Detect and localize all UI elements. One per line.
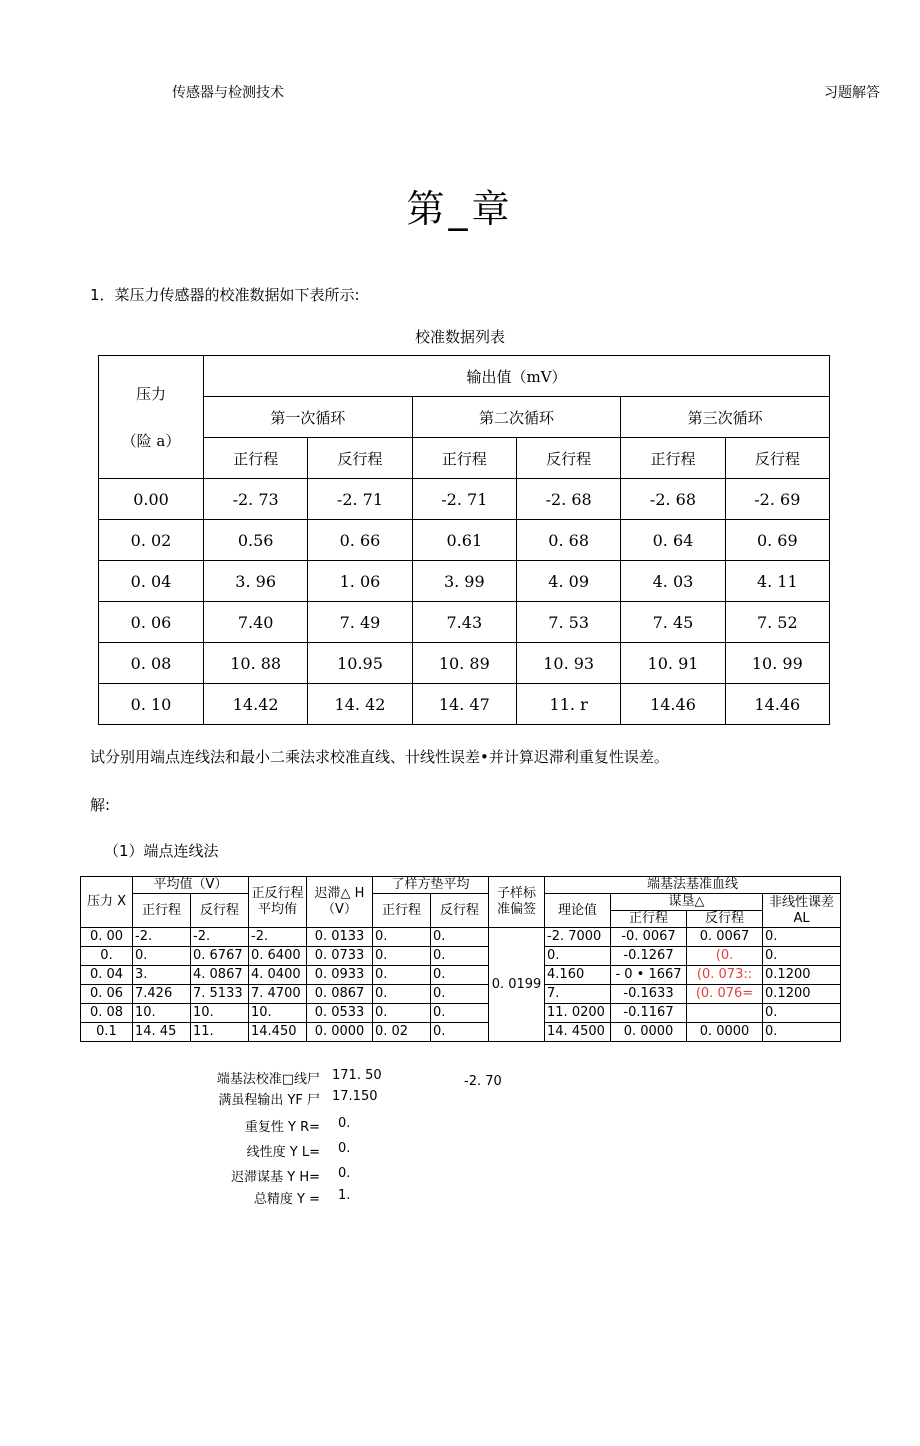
value-cell: 7. 49 bbox=[308, 602, 412, 643]
value-cell: -2. 68 bbox=[516, 479, 620, 520]
table-row bbox=[99, 561, 830, 602]
calc-cell-fwd: 3. bbox=[133, 966, 191, 985]
direction-header: 反行程 bbox=[516, 438, 620, 479]
value-cell: -2. 69 bbox=[725, 479, 829, 520]
table-row bbox=[81, 1023, 841, 1042]
solution-label: 解: bbox=[90, 796, 111, 814]
pressure-unit: （险 a） bbox=[121, 432, 181, 450]
value-cell: 7. 53 bbox=[516, 602, 620, 643]
value-cell: 1. 06 bbox=[308, 561, 412, 602]
pressure-cell: 0. 10 bbox=[99, 684, 204, 725]
summary-label: 迟滞谋基 Y H= bbox=[231, 1170, 320, 1185]
question-text: 1．菜压力传感器的校准数据如下表所示: bbox=[90, 286, 360, 304]
calc-cell-avg: -2. bbox=[249, 928, 307, 947]
value-cell: 10. 93 bbox=[516, 643, 620, 684]
calc-cell-th: 14. 4500 bbox=[545, 1023, 611, 1042]
table-row bbox=[99, 602, 830, 643]
calc-cell-avg: 10. bbox=[249, 1004, 307, 1023]
pressure-cell: 0. 08 bbox=[99, 643, 204, 684]
table-row bbox=[81, 1004, 841, 1023]
calc-cell-fwd: -2. bbox=[133, 928, 191, 947]
value-cell: 10. 99 bbox=[725, 643, 829, 684]
calc-cell-nl: 0. bbox=[763, 1004, 841, 1023]
calc-cell-sr: 0. bbox=[431, 1023, 489, 1042]
value-cell: 4. 03 bbox=[621, 561, 725, 602]
table-row bbox=[99, 479, 830, 520]
calc-cell-th: 11. 0200 bbox=[545, 1004, 611, 1023]
calc-cell-sr: 0. bbox=[431, 947, 489, 966]
calc-cell-rev: 11. bbox=[191, 1023, 249, 1042]
col-sample: 了样方垫平均 bbox=[373, 877, 489, 894]
calc-cell-rev: 0. 6767 bbox=[191, 947, 249, 966]
value-cell: 14.46 bbox=[621, 684, 725, 725]
calc-cell-avg: 0. 6400 bbox=[249, 947, 307, 966]
summary-extra: -2. 70 bbox=[464, 1074, 502, 1089]
col-average: 平均值（V） bbox=[133, 877, 249, 894]
calc-cell-sf: 0. bbox=[373, 947, 431, 966]
summary-label: 满虽程输出 YF 尸 bbox=[218, 1093, 320, 1108]
calc-cell-th: 0. bbox=[545, 947, 611, 966]
pressure-cell: 0. 04 bbox=[99, 561, 204, 602]
value-cell: 0. 68 bbox=[516, 520, 620, 561]
calc-cell-x: 0. 08 bbox=[81, 1004, 133, 1023]
calc-cell-er: (0. 073:: bbox=[687, 966, 763, 985]
calc-cell-ef: -0.1633 bbox=[611, 985, 687, 1004]
calc-cell-sr: 0. bbox=[431, 966, 489, 985]
chapter-title: 第_章 bbox=[406, 187, 514, 231]
pressure-cell: 0. 02 bbox=[99, 520, 204, 561]
value-cell: 7. 45 bbox=[621, 602, 725, 643]
value-cell: 0.56 bbox=[204, 520, 308, 561]
value-cell: 10. 88 bbox=[204, 643, 308, 684]
calc-cell-hys: 0. 0000 bbox=[307, 1023, 373, 1042]
header-right: 习题解答 bbox=[824, 85, 880, 101]
calc-cell-avg: 4. 0400 bbox=[249, 966, 307, 985]
calc-cell-fwd: 0. bbox=[133, 947, 191, 966]
calc-cell-nl: 0.1200 bbox=[763, 966, 841, 985]
calc-cell-sf: 0. bbox=[373, 1004, 431, 1023]
calc-cell-ef: -0.1267 bbox=[611, 947, 687, 966]
table-row bbox=[99, 643, 830, 684]
value-cell: 0. 66 bbox=[308, 520, 412, 561]
summary-label: 线性度 Y L= bbox=[246, 1145, 320, 1160]
value-cell: 7.43 bbox=[412, 602, 516, 643]
calc-cell-fwd: 10. bbox=[133, 1004, 191, 1023]
task-text: 试分别用端点连线法和最小二乘法求校准直线、卄线性误差•并计算迟滞利重复性误差。 bbox=[90, 748, 669, 766]
calc-cell-ef: -0. 0067 bbox=[611, 928, 687, 947]
direction-header: 正行程 bbox=[621, 438, 725, 479]
value-cell: 11. r bbox=[516, 684, 620, 725]
pressure-cell: 0. 06 bbox=[99, 602, 204, 643]
value-cell: 0.61 bbox=[412, 520, 516, 561]
calc-rows bbox=[81, 928, 841, 1042]
value-cell: 4. 09 bbox=[516, 561, 620, 602]
value-cell: 7.40 bbox=[204, 602, 308, 643]
pressure-cell: 0.00 bbox=[99, 479, 204, 520]
calc-cell-nl: 0. bbox=[763, 947, 841, 966]
table-caption: 校准数据列表 bbox=[414, 328, 505, 346]
value-cell: 14.46 bbox=[725, 684, 829, 725]
value-cell: 14.42 bbox=[204, 684, 308, 725]
calc-cell-sr: 0. bbox=[431, 928, 489, 947]
calc-cell-x: 0. bbox=[81, 947, 133, 966]
calc-cell-fwd: 14. 45 bbox=[133, 1023, 191, 1042]
col-fr-average: 正反行程平均侑 bbox=[249, 877, 307, 928]
calc-cell-sf: 0. bbox=[373, 966, 431, 985]
calc-cell-er: (0. 076= bbox=[687, 985, 763, 1004]
summary-value: 17.150 bbox=[332, 1089, 378, 1104]
col-error-group bbox=[611, 894, 763, 928]
calc-cell-nl: 0. bbox=[763, 1023, 841, 1042]
value-cell: 3. 96 bbox=[204, 561, 308, 602]
value-cell: 7. 52 bbox=[725, 602, 829, 643]
calc-cell-sr: 0. bbox=[431, 1004, 489, 1023]
calc-cell-ef: - 0 • 1667 bbox=[611, 966, 687, 985]
calc-cell-avg: 14.450 bbox=[249, 1023, 307, 1042]
value-cell: -2. 73 bbox=[204, 479, 308, 520]
summary-label: 总精度 Y = bbox=[253, 1192, 320, 1207]
summary-label: 重复性 Y R= bbox=[244, 1120, 320, 1135]
col-avg-fwd: 正行程 bbox=[133, 894, 191, 928]
calc-cell-er bbox=[687, 1004, 763, 1023]
calc-cell-hys: 0. 0733 bbox=[307, 947, 373, 966]
endpoint-calc-table bbox=[80, 876, 841, 1042]
cycle-header: 第三次循环 bbox=[621, 397, 830, 438]
value-cell: 0. 69 bbox=[725, 520, 829, 561]
table-row bbox=[81, 966, 841, 985]
table-row bbox=[81, 947, 841, 966]
value-cell: 10.95 bbox=[308, 643, 412, 684]
value-cell: 10. 91 bbox=[621, 643, 725, 684]
summary-value: 171. 50 bbox=[332, 1068, 382, 1083]
value-cell: -2. 71 bbox=[412, 479, 516, 520]
calc-cell-hys: 0. 0133 bbox=[307, 928, 373, 947]
value-cell: 3. 99 bbox=[412, 561, 516, 602]
calc-cell-rev: 7. 5133 bbox=[191, 985, 249, 1004]
output-header: 输出值（mV） bbox=[204, 356, 830, 397]
calc-cell-sf: 0. 02 bbox=[373, 1023, 431, 1042]
calc-cell-ef: -0.1167 bbox=[611, 1004, 687, 1023]
value-cell: -2. 68 bbox=[621, 479, 725, 520]
direction-header: 正行程 bbox=[204, 438, 308, 479]
std-value: 0. 0199 bbox=[489, 928, 545, 1042]
direction-header: 反行程 bbox=[725, 438, 829, 479]
col-avg-rev: 反行程 bbox=[191, 894, 249, 928]
calc-cell-x: 0. 00 bbox=[81, 928, 133, 947]
calc-cell-x: 0.1 bbox=[81, 1023, 133, 1042]
col-err-fwd: 正行程 bbox=[611, 911, 687, 927]
summary-value: 0. bbox=[338, 1116, 351, 1131]
value-cell: -2. 71 bbox=[308, 479, 412, 520]
header-left: 传感器与检测技术 bbox=[172, 85, 284, 101]
table-row bbox=[81, 928, 841, 947]
calc-cell-fwd: 7.426 bbox=[133, 985, 191, 1004]
col-sample-rev: 反行程 bbox=[431, 894, 489, 928]
calc-cell-rev: -2. bbox=[191, 928, 249, 947]
col-sample-fwd: 正行程 bbox=[373, 894, 431, 928]
pressure-label: 压力 bbox=[135, 385, 166, 403]
col-theory: 理论值 bbox=[545, 894, 611, 928]
col-nonlinearity: 非线性课差 AL bbox=[763, 894, 841, 928]
value-cell: 4. 11 bbox=[725, 561, 829, 602]
value-cell: 14. 47 bbox=[412, 684, 516, 725]
col-error: 谋垦△ bbox=[611, 894, 762, 911]
calc-cell-rev: 4. 0867 bbox=[191, 966, 249, 985]
calc-cell-er: 0. 0000 bbox=[687, 1023, 763, 1042]
summary-value: 0. bbox=[338, 1141, 351, 1156]
value-cell: 14. 42 bbox=[308, 684, 412, 725]
summary-label: 端基法校准□线尸 bbox=[216, 1072, 320, 1087]
calc-cell-ef: 0. 0000 bbox=[611, 1023, 687, 1042]
calc-cell-rev: 10. bbox=[191, 1004, 249, 1023]
summary-value: 0. bbox=[338, 1166, 351, 1181]
calc-cell-nl: 0. bbox=[763, 928, 841, 947]
calibration-table bbox=[98, 355, 830, 725]
table-row bbox=[81, 985, 841, 1004]
calc-cell-er: 0. 0067 bbox=[687, 928, 763, 947]
calc-cell-er: (0. bbox=[687, 947, 763, 966]
calc-cell-th: 7. bbox=[545, 985, 611, 1004]
calc-cell-hys: 0. 0533 bbox=[307, 1004, 373, 1023]
calc-cell-x: 0. 04 bbox=[81, 966, 133, 985]
col-hysteresis: 迟滞△ H（V） bbox=[307, 877, 373, 928]
calibration-rows bbox=[99, 479, 830, 725]
value-cell: 0. 64 bbox=[621, 520, 725, 561]
summary-value: 1. bbox=[338, 1188, 351, 1203]
table-row bbox=[99, 520, 830, 561]
cycle-header: 第一次循环 bbox=[204, 397, 413, 438]
col-std: 子样标准偏签 bbox=[489, 877, 545, 928]
direction-header: 正行程 bbox=[412, 438, 516, 479]
step-heading: （1）端点连线法 bbox=[104, 842, 219, 860]
calc-cell-hys: 0. 0933 bbox=[307, 966, 373, 985]
calc-cell-sf: 0. bbox=[373, 928, 431, 947]
calc-cell-sf: 0. bbox=[373, 985, 431, 1004]
calc-cell-th: -2. 7000 bbox=[545, 928, 611, 947]
calc-cell-nl: 0.1200 bbox=[763, 985, 841, 1004]
value-cell: 10. 89 bbox=[412, 643, 516, 684]
col-err-rev: 反行程 bbox=[705, 911, 745, 926]
calc-cell-avg: 7. 4700 bbox=[249, 985, 307, 1004]
table-row bbox=[99, 684, 830, 725]
col-endpoint: 端基法基准血线 bbox=[545, 877, 841, 894]
calc-cell-hys: 0. 0867 bbox=[307, 985, 373, 1004]
col-pressure: 压力 X bbox=[81, 877, 133, 928]
cycle-header: 第二次循环 bbox=[412, 397, 621, 438]
calc-cell-sr: 0. bbox=[431, 985, 489, 1004]
pressure-header bbox=[99, 356, 204, 479]
direction-header: 反行程 bbox=[308, 438, 412, 479]
calc-cell-x: 0. 06 bbox=[81, 985, 133, 1004]
calc-cell-th: 4.160 bbox=[545, 966, 611, 985]
